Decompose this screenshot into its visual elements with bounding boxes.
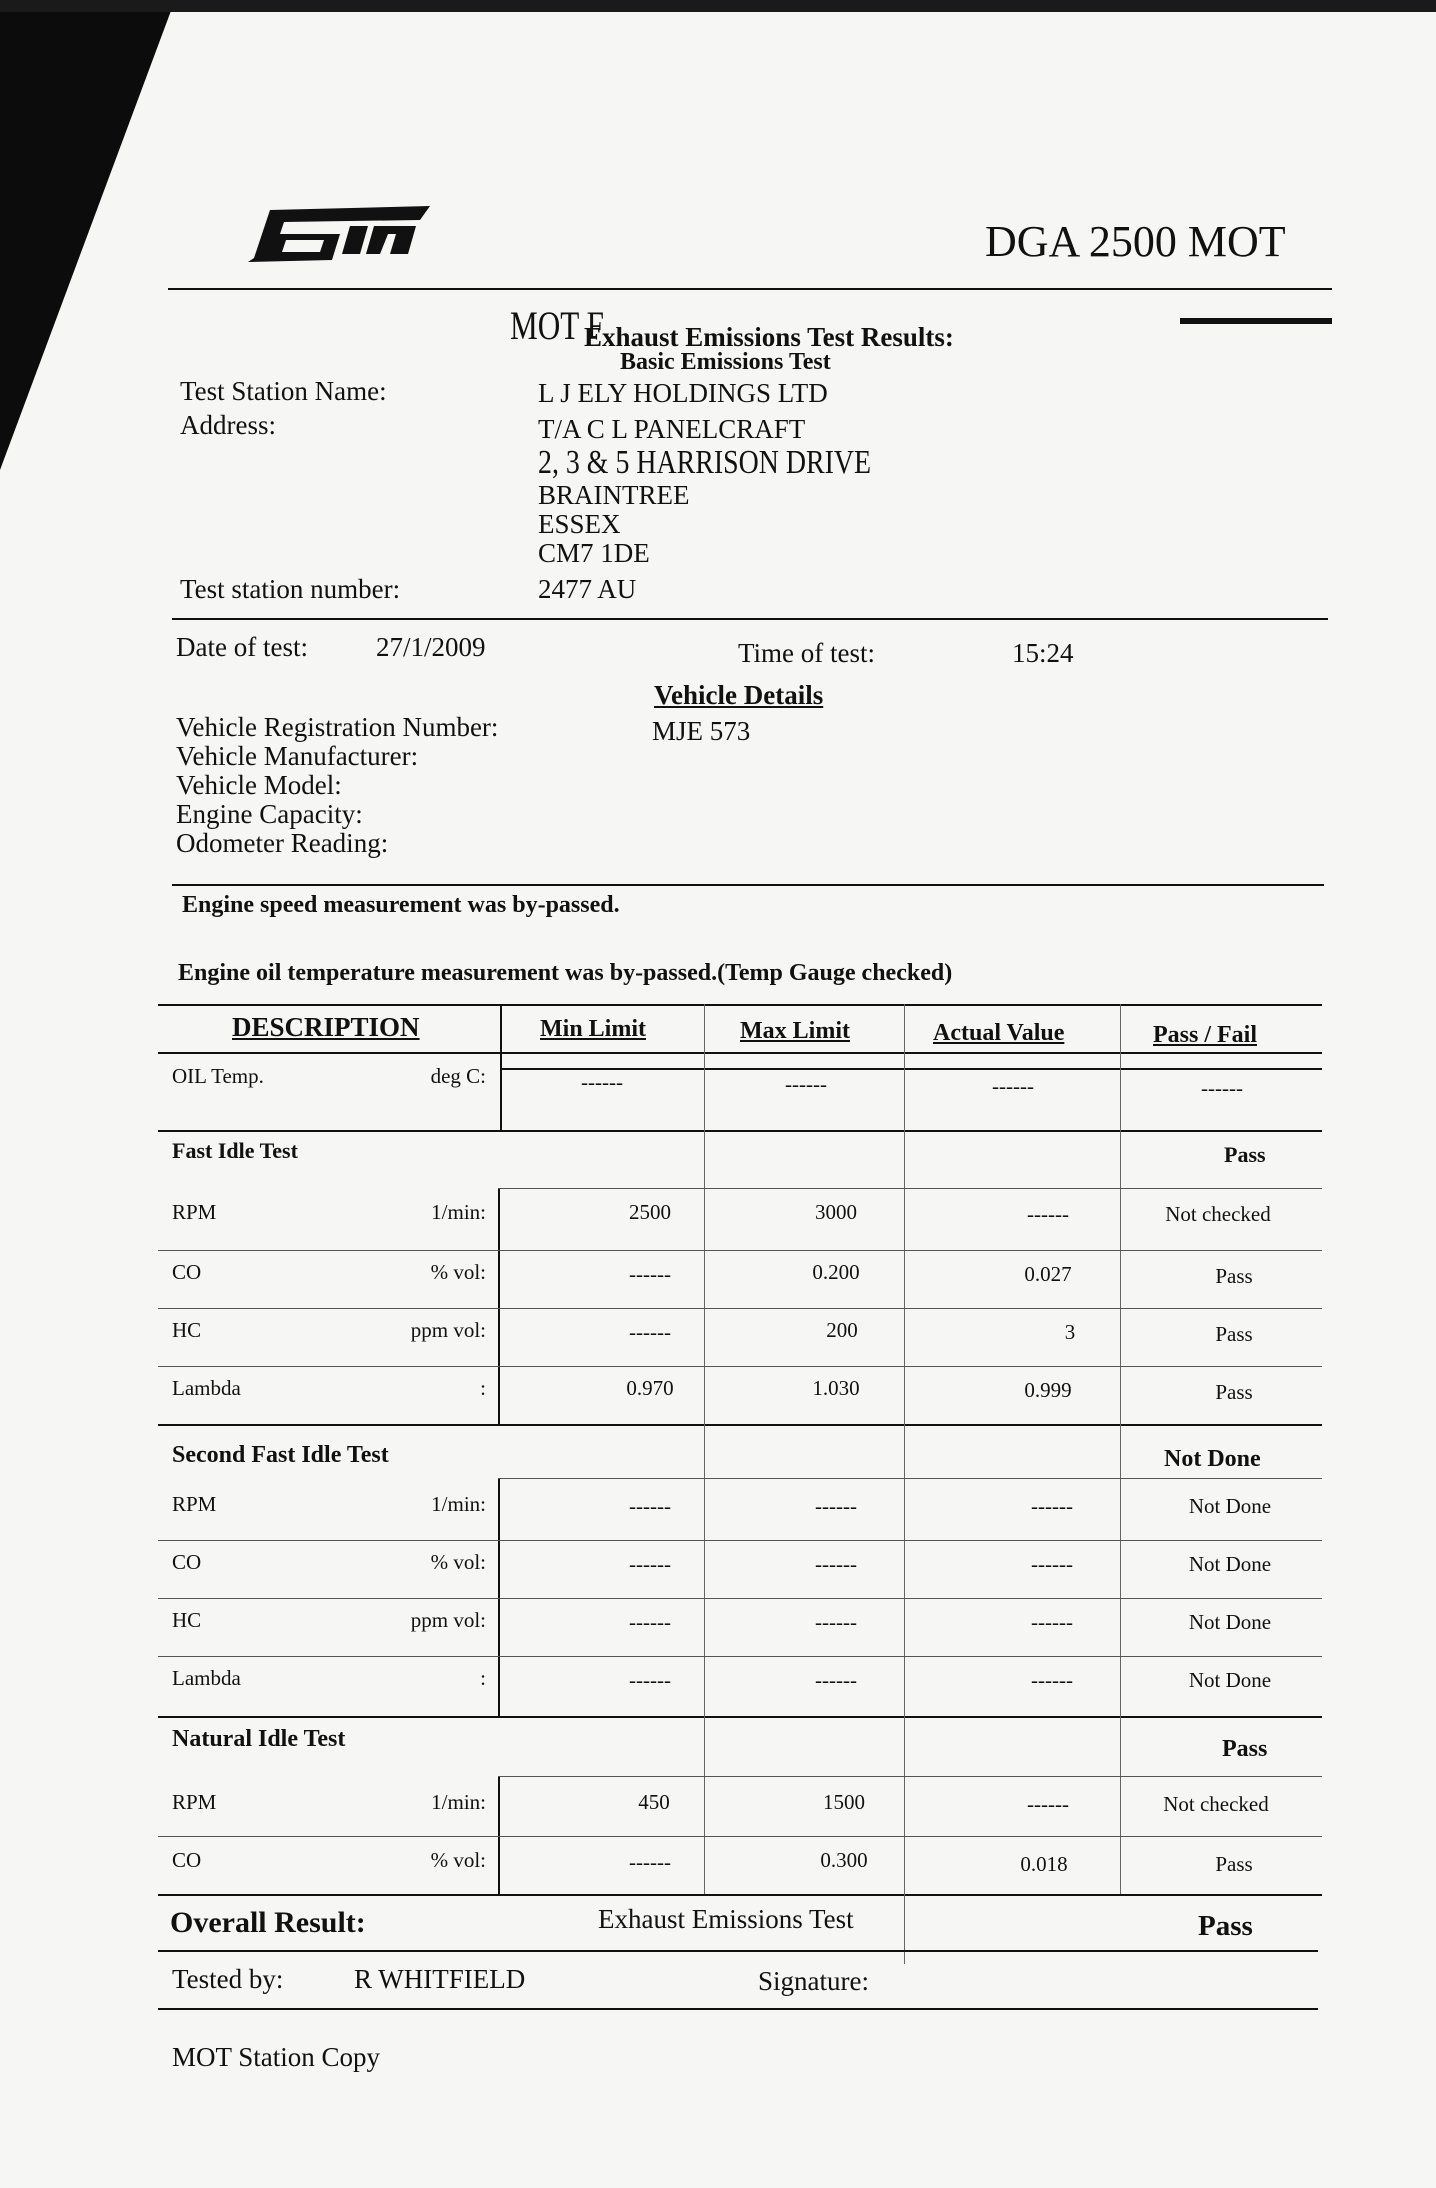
overall-rule: [158, 1950, 1318, 1952]
fast-hc-max: 200: [826, 1318, 858, 1342]
second-lambda-label: Lambda: [172, 1666, 241, 1690]
vehicle-details-heading: Vehicle Details: [654, 680, 824, 710]
col-min-limit: Min Limit: [540, 1016, 646, 1042]
fast-lambda-result: Pass: [1215, 1380, 1253, 1404]
model-label: Vehicle Model:: [176, 770, 342, 800]
second-lambda-result: Not Done: [1188, 1668, 1272, 1692]
natural-idle-result: Pass: [1222, 1736, 1268, 1762]
second-lambda-actual: ------: [1031, 1668, 1073, 1692]
scan-shadow: [0, 0, 175, 470]
second-co-unit: % vol:: [430, 1550, 486, 1574]
second-lambda-unit: :: [480, 1666, 486, 1690]
station-name: L J ELY HOLDINGS LTD: [538, 378, 828, 408]
col-rule-max: [904, 1004, 905, 1964]
col-rule-desc-second: [498, 1478, 500, 1716]
report-title: Exhaust Emissions Test Results:: [584, 322, 954, 352]
tested-by-label: Tested by:: [172, 1964, 284, 1994]
row-rule: [158, 1250, 1322, 1251]
natural-rpm-actual: ------: [1027, 1792, 1069, 1816]
oil-unit: deg C:: [430, 1064, 486, 1088]
sun-logo: [240, 202, 430, 270]
fast-co-label: CO: [172, 1260, 202, 1284]
natural-rpm-max: 1500: [823, 1790, 865, 1814]
col-rule-desc-fast: [498, 1188, 500, 1424]
address-line-5: CM7 1DE: [538, 538, 650, 568]
oil-max: ------: [785, 1072, 827, 1096]
second-idle-bottom-rule: [158, 1716, 1322, 1718]
col-rule-actual: [1120, 1004, 1121, 1894]
report-subtitle: Basic Emissions Test: [620, 349, 831, 375]
odometer-label: Odometer Reading:: [176, 828, 389, 858]
table-top-rule: [158, 1004, 1322, 1006]
second-co-result: Not Done: [1188, 1552, 1272, 1576]
row-rule: [498, 1188, 1322, 1189]
second-rpm-max: ------: [815, 1494, 857, 1518]
oil-label: OIL Temp.: [172, 1064, 264, 1088]
tested-by-name: R WHITFIELD: [354, 1964, 526, 1994]
fast-co-min: ------: [629, 1262, 671, 1286]
manufacturer-label: Vehicle Manufacturer:: [176, 741, 419, 771]
row-rule: [158, 1308, 1322, 1309]
second-hc-unit: ppm vol:: [410, 1608, 486, 1632]
fast-hc-label: HC: [172, 1318, 202, 1342]
fast-idle-bottom-rule: [158, 1424, 1322, 1426]
row-rule: [158, 1836, 1322, 1837]
row-rule: [158, 1598, 1322, 1599]
col-actual-value: Actual Value: [933, 1020, 1065, 1046]
overall-result: Pass: [1198, 1910, 1253, 1942]
fast-rpm-unit: 1/min:: [431, 1200, 486, 1224]
row-rule: [158, 1540, 1322, 1541]
fast-lambda-label: Lambda: [172, 1376, 241, 1400]
oil-result: ------: [1201, 1076, 1243, 1100]
row-rule: [158, 1656, 1322, 1657]
natural-co-unit: % vol:: [430, 1848, 486, 1872]
row-rule: [498, 1478, 1322, 1479]
station-rule: [172, 618, 1328, 620]
row-rule: [498, 1776, 1322, 1777]
natural-rpm-result: Not checked: [1163, 1792, 1269, 1816]
engine-capacity-label: Engine Capacity:: [176, 799, 363, 829]
natural-co-result: Pass: [1215, 1852, 1253, 1876]
natural-co-label: CO: [172, 1848, 202, 1872]
second-rpm-min: ------: [629, 1494, 671, 1518]
fast-idle-title: Fast Idle Test: [172, 1138, 298, 1163]
second-lambda-min: ------: [629, 1668, 671, 1692]
fast-hc-min: ------: [629, 1320, 671, 1344]
second-co-max: ------: [815, 1552, 857, 1576]
natural-rpm-min: 450: [638, 1790, 670, 1814]
fast-co-max: 0.200: [812, 1260, 860, 1284]
second-idle-result: Not Done: [1164, 1446, 1261, 1472]
second-co-min: ------: [629, 1552, 671, 1576]
natural-co-max: 0.300: [820, 1848, 868, 1872]
fast-hc-unit: ppm vol:: [410, 1318, 486, 1342]
fast-rpm-result: Not checked: [1165, 1202, 1271, 1226]
overlap-title: MOT F: [510, 303, 604, 348]
fast-lambda-actual: 0.999: [1024, 1378, 1072, 1402]
header-bottom-rule: [158, 1052, 1322, 1054]
second-hc-actual: ------: [1031, 1610, 1073, 1634]
station-copy-label: MOT Station Copy: [172, 2042, 381, 2072]
fast-idle-result: Pass: [1224, 1142, 1266, 1167]
fast-rpm-actual: ------: [1027, 1202, 1069, 1226]
station-number: 2477 AU: [538, 574, 637, 604]
col-pass-fail: Pass / Fail: [1153, 1022, 1258, 1048]
second-idle-title: Second Fast Idle Test: [172, 1442, 389, 1468]
fast-lambda-min: 0.970: [626, 1376, 674, 1400]
second-rpm-result: Not Done: [1188, 1494, 1272, 1518]
natural-rpm-unit: 1/min:: [431, 1790, 486, 1814]
device-title: DGA 2500 MOT: [985, 217, 1286, 266]
overall-label: Overall Result:: [170, 1906, 366, 1939]
reg-value: MJE 573: [652, 716, 751, 746]
natural-co-actual: 0.018: [1020, 1852, 1068, 1876]
second-rpm-actual: ------: [1031, 1494, 1073, 1518]
address-line-2: 2, 3 & 5 HARRISON DRIVE: [538, 444, 872, 481]
address-line-1: T/A C L PANELCRAFT: [538, 414, 806, 444]
natural-co-min: ------: [629, 1850, 671, 1874]
signature-label: Signature:: [758, 1966, 869, 1996]
fast-co-actual: 0.027: [1024, 1262, 1072, 1286]
station-number-label: Test station number:: [180, 574, 401, 604]
vehicle-rule: [172, 884, 1324, 886]
second-lambda-max: ------: [815, 1668, 857, 1692]
station-name-label: Test Station Name:: [180, 376, 387, 406]
fast-lambda-unit: :: [480, 1376, 486, 1400]
time-value: 15:24: [1012, 638, 1074, 668]
header-rule: [168, 288, 1332, 290]
natural-idle-title: Natural Idle Test: [172, 1726, 346, 1752]
footer-rule: [158, 2008, 1318, 2010]
overall-test-name: Exhaust Emissions Test: [598, 1904, 854, 1934]
scan-edge: [0, 0, 1436, 12]
fast-rpm-label: RPM: [172, 1200, 217, 1224]
second-rpm-label: RPM: [172, 1492, 217, 1516]
reg-label: Vehicle Registration Number:: [176, 712, 499, 742]
engine-speed-note: Engine speed measurement was by-passed.: [182, 892, 620, 918]
col-max-limit: Max Limit: [740, 1018, 850, 1044]
address-line-4: ESSEX: [538, 509, 621, 539]
time-label: Time of test:: [738, 638, 876, 668]
second-co-label: CO: [172, 1550, 202, 1574]
second-hc-label: HC: [172, 1608, 202, 1632]
fast-lambda-max: 1.030: [812, 1376, 860, 1400]
date-label: Date of test:: [176, 632, 308, 662]
oil-actual: ------: [992, 1074, 1034, 1098]
fast-hc-actual: 3: [1064, 1320, 1076, 1344]
col-description: DESCRIPTION: [232, 1012, 420, 1042]
header-bar: [1180, 318, 1332, 324]
fast-rpm-max: 3000: [815, 1200, 857, 1224]
address-label: Address:: [180, 410, 276, 440]
fast-co-result: Pass: [1215, 1264, 1253, 1288]
col-rule-desc-natural: [498, 1776, 500, 1894]
oil-temp-note: Engine oil temperature measurement was by-passed.(Temp Gauge checked): [178, 960, 953, 986]
second-rpm-unit: 1/min:: [431, 1492, 486, 1516]
fast-hc-result: Pass: [1215, 1322, 1253, 1346]
address-line-3: BRAINTREE: [538, 480, 690, 510]
col-rule-min: [704, 1004, 705, 1894]
second-hc-result: Not Done: [1188, 1610, 1272, 1634]
fast-rpm-min: 2500: [629, 1200, 671, 1224]
second-hc-min: ------: [629, 1610, 671, 1634]
date-value: 27/1/2009: [376, 632, 486, 662]
natural-rpm-label: RPM: [172, 1790, 217, 1814]
second-hc-max: ------: [815, 1610, 857, 1634]
oil-bottom-rule: [158, 1130, 1322, 1132]
natural-idle-bottom-rule: [158, 1894, 1322, 1896]
row-rule: [158, 1366, 1322, 1367]
col-rule-desc-top: [500, 1004, 502, 1130]
oil-min: ------: [581, 1070, 623, 1094]
second-co-actual: ------: [1031, 1552, 1073, 1576]
fast-co-unit: % vol:: [430, 1260, 486, 1284]
